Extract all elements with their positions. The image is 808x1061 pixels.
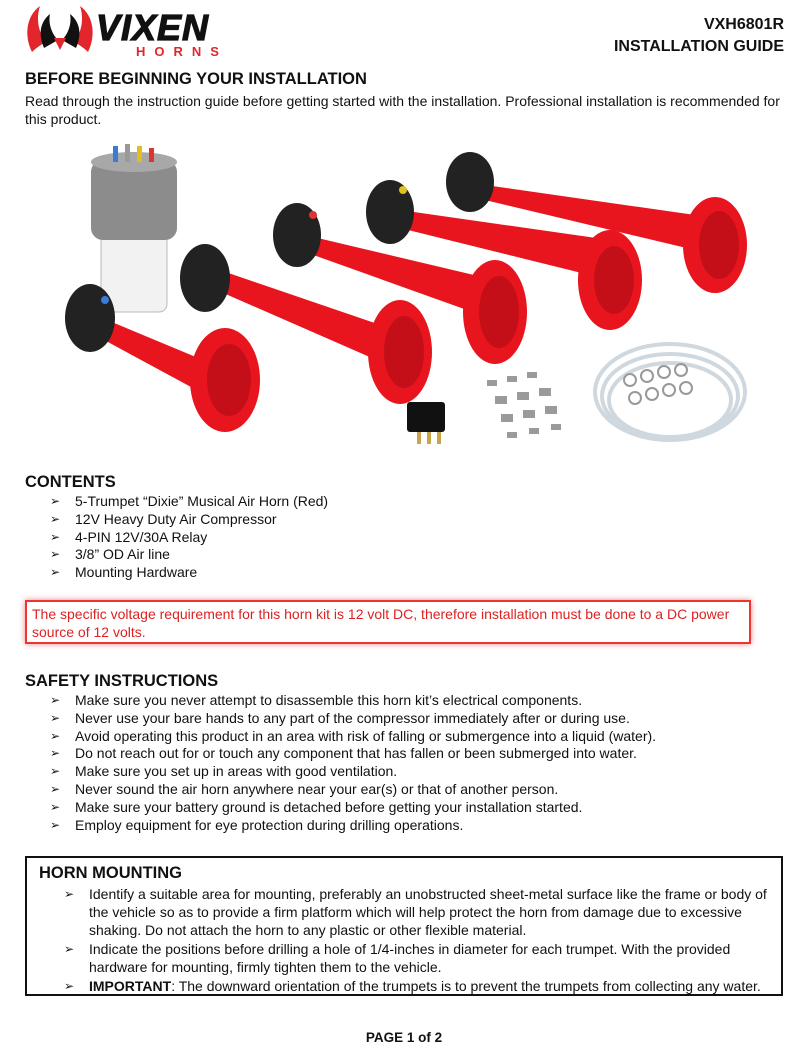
- mounting-hardware-icon: [487, 372, 561, 438]
- contents-list: [50, 493, 790, 582]
- list-item: ➢ Make sure you set up in areas with good ventilation.: [50, 763, 795, 781]
- mounting-list: [64, 885, 776, 996]
- list-item: ➢ Identify a suitable area for mounting, preferably an unobstructed sheet-metal surface like the frame or body of the vehicle so as to provide a firm platform which will help protect the horn from damage due to excessive shaking. Do not attach the horn to any plastic or other flexible material.: [64, 885, 776, 939]
- list-item: ➢ Employ equipment for eye protection during drilling operations.: [50, 817, 795, 835]
- voltage-note: The specific voltage requirement for this horn kit is 12 volt DC, therefore installation must be done to a DC power source of 12 volts.: [25, 600, 751, 644]
- list-item: ➢ Do not reach out for or touch any component that has fallen or been submerged into water.: [50, 745, 795, 763]
- brand-sub: HORNS: [136, 44, 228, 58]
- list-item: ➢ Indicate the positions before drilling a hole of 1/4-inches in diameter for each trumpet. With the provided hardware for mounting, firmly tighten them to the vehicle.: [64, 940, 776, 976]
- safety-list: [50, 692, 795, 834]
- contents-heading: CONTENTS: [25, 473, 116, 491]
- list-item: ➢ Never sound the air horn anywhere near your ear(s) or that of another person.: [50, 781, 795, 799]
- horns-emblem-icon: [27, 6, 92, 52]
- list-item: ➢ Never use your bare hands to any part of the compressor immediately after or during use.: [50, 710, 795, 728]
- relay-icon: [407, 402, 445, 444]
- page-number: PAGE 1 of 2: [365, 1030, 443, 1045]
- guide-title: INSTALLATION GUIDE: [613, 38, 784, 55]
- product-image: [55, 140, 760, 460]
- safety-heading: SAFETY INSTRUCTIONS: [25, 672, 219, 690]
- important-text: : The downward orientation of the trumpets is to prevent the trumpets from collecting any water.: [171, 978, 761, 994]
- list-item: [64, 977, 776, 995]
- air-line-icon: [595, 344, 745, 440]
- mounting-heading: HORN MOUNTING: [39, 864, 182, 882]
- list-item: ➢ 4-PIN 12V/30A Relay: [50, 529, 790, 547]
- important-label: IMPORTANT: [89, 978, 172, 994]
- brand-name: VIXEN: [96, 7, 210, 48]
- list-item: ➢ Make sure your battery ground is detached before getting your installation started.: [50, 799, 795, 817]
- list-item: ➢ 12V Heavy Duty Air Compressor: [50, 511, 790, 529]
- vixen-horns-logo: [24, 2, 244, 58]
- intro-heading: BEFORE BEGINNING YOUR INSTALLATION: [25, 70, 367, 88]
- list-item: ➢ Avoid operating this product in an area with risk of falling or submergence into a liquid (water).: [50, 728, 795, 746]
- document-header: [614, 14, 784, 58]
- list-item: ➢ Make sure you never attempt to disassemble this horn kit’s electrical components.: [50, 692, 795, 710]
- model-number: VXH6801R: [703, 16, 784, 33]
- horn-mounting-box: [25, 856, 783, 996]
- intro-text: Read through the instruction guide before getting started with the installation. Professional installation is recommended for this product.: [25, 93, 780, 127]
- air-compressor-icon: [91, 144, 177, 312]
- list-item: ➢ 3/8” OD Air line: [50, 546, 790, 564]
- list-item: ➢ Mounting Hardware: [50, 564, 790, 582]
- list-item: ➢ 5-Trumpet “Dixie” Musical Air Horn (Red): [50, 493, 790, 511]
